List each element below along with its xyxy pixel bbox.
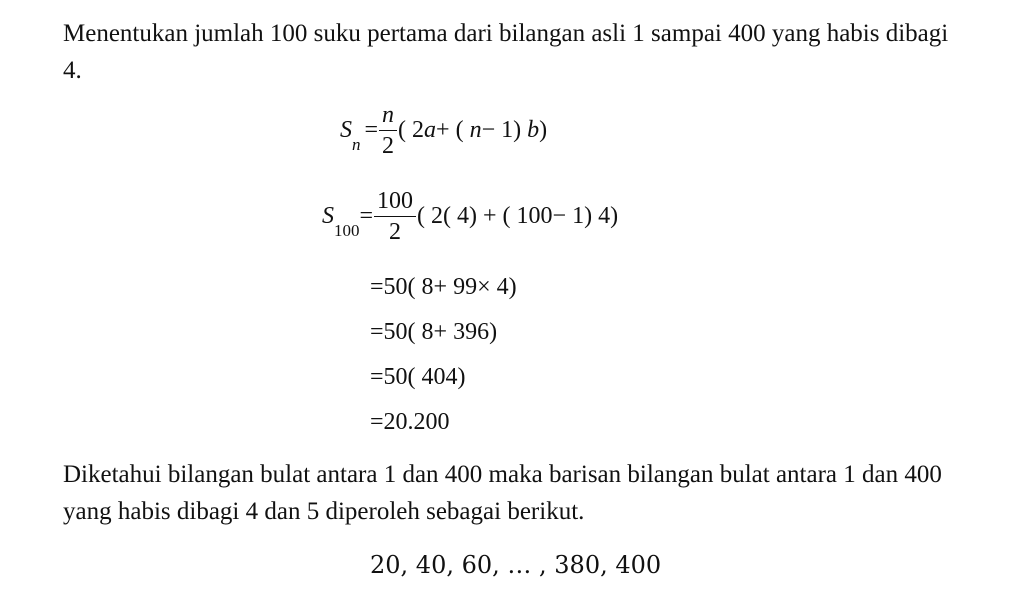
calc-step: =20.200 (370, 409, 450, 435)
fraction-numerator: n (382, 102, 395, 128)
general-sum-formula (340, 100, 547, 161)
variable-n: n (469, 117, 482, 143)
formula-part: ( 2 (398, 117, 425, 143)
sum-subscript: n (352, 134, 361, 154)
fraction-denominator: 2 (374, 216, 416, 247)
sum-symbol: S (322, 203, 334, 229)
formula-part: − 1) (481, 117, 528, 143)
equals-sign: = (364, 117, 379, 143)
sum-symbol: S (340, 117, 352, 143)
intro-paragraph: Menentukan jumlah 100 suku pertama dari bilangan asli 1 sampai 400 yang habis dibagi 4. (63, 20, 949, 84)
formula-part: + ( (436, 117, 470, 143)
fraction-numerator: 100 (377, 188, 414, 214)
calc-step: =50( 8+ 396) (370, 319, 498, 345)
fraction-denominator: 2 (379, 130, 397, 161)
number-sequence: 20, 40, 60, … , 380, 400 (370, 551, 662, 579)
variable-b: b (527, 117, 540, 143)
formula-rhs: ( 2( 4) + ( 100− 1) 4) (417, 203, 619, 229)
equals-sign: = (359, 203, 374, 229)
formula-part: ) (539, 117, 548, 143)
specific-sum-formula (322, 186, 618, 247)
conclusion-paragraph: Diketahui bilangan bulat antara 1 dan 400 maka barisan bilangan bulat antara 1 dan 400 yang habis dibagi 4 dan 5 diperoleh sebagai berikut. (63, 461, 942, 525)
fraction (379, 100, 397, 161)
sum-subscript: 100 (334, 220, 360, 240)
fraction (374, 186, 416, 247)
variable-a: a (424, 117, 437, 143)
calc-step: =50( 404) (370, 364, 466, 390)
calc-step: =50( 8+ 99× 4) (370, 274, 517, 300)
